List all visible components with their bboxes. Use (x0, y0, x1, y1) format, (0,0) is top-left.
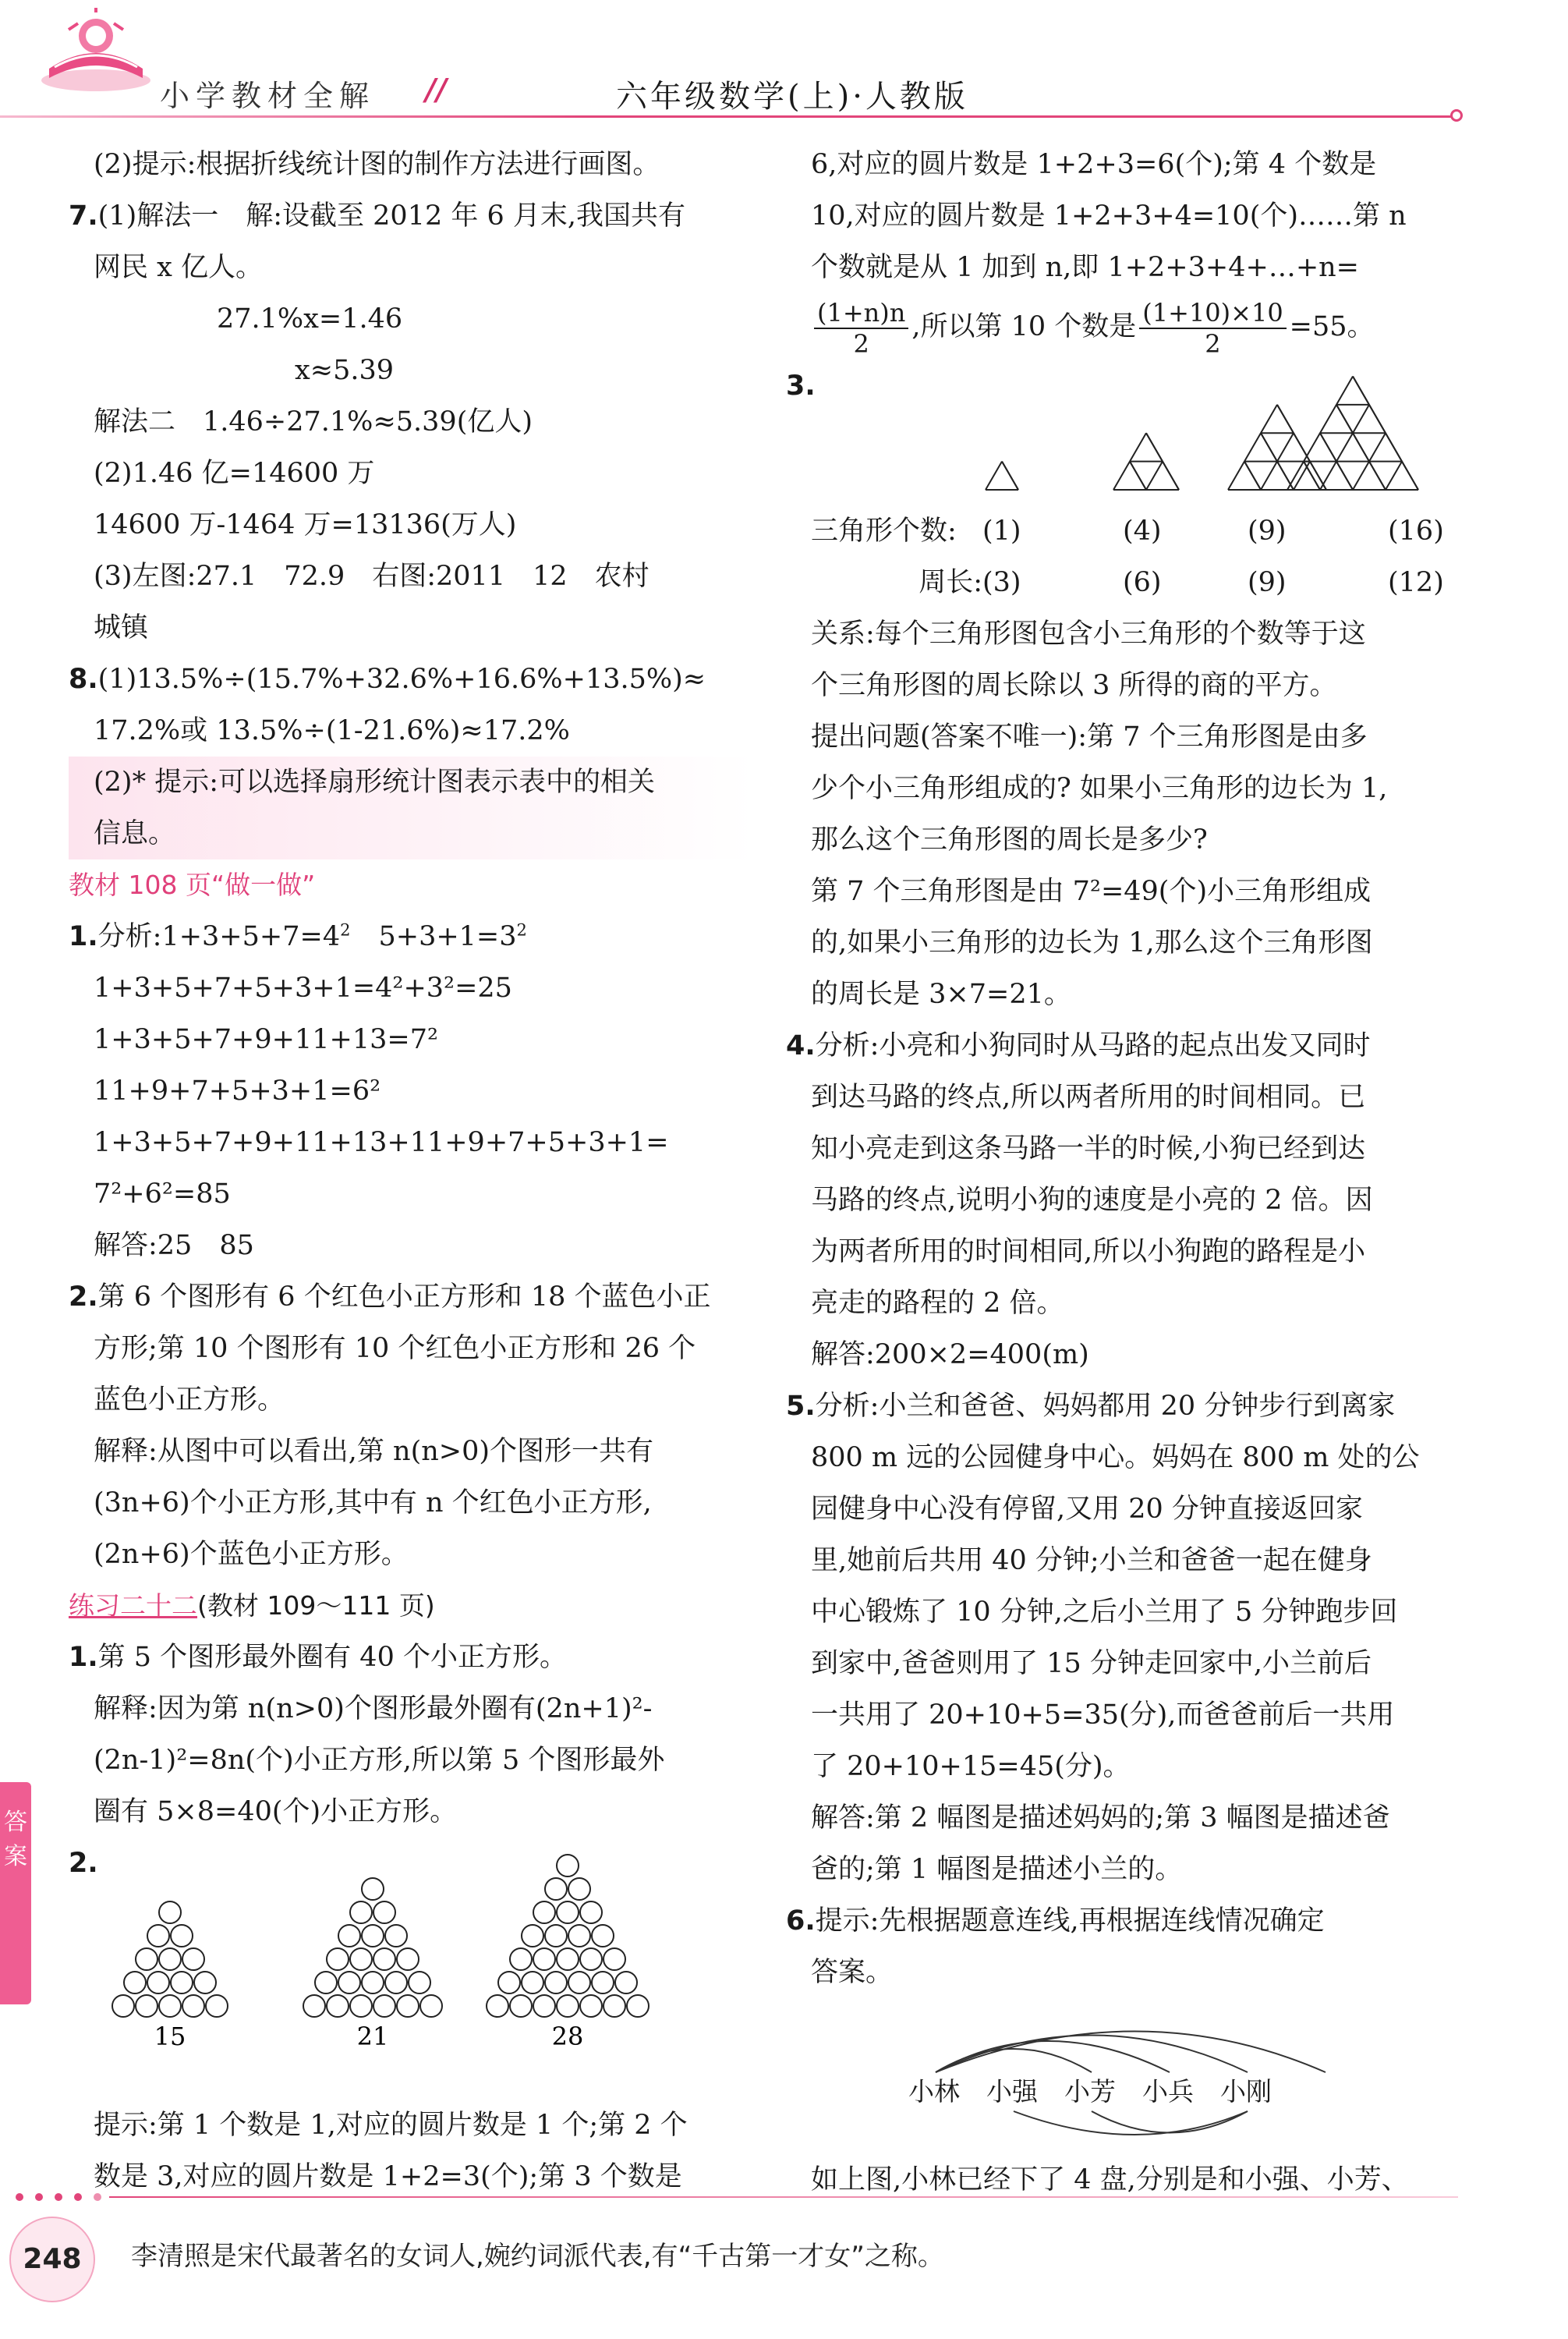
superscript: 2 (340, 920, 351, 940)
text-line: 5+3+1=3 (378, 921, 517, 952)
text-line: (2)提示:根据折线统计图的制作方法进行画图。 (94, 149, 660, 180)
disc (533, 1948, 555, 1970)
disc (522, 1925, 543, 1947)
figure-label: 21 (356, 2022, 389, 2051)
disc (338, 1972, 360, 1993)
disc (327, 1995, 349, 2017)
right-column (786, 139, 1458, 2195)
disc (350, 1901, 372, 1923)
disc (510, 1995, 532, 2017)
disc (487, 1995, 508, 2017)
text-line: 1+3+5+7+5+3+1=4²+3²=25 (94, 973, 512, 1004)
text-line: (2)* 提示:可以选择扇形统计图表示表中的相关 (69, 757, 755, 808)
text-line: 中心锻炼了 10 分钟,之后小兰用了 5 分钟跑步回 (811, 1597, 1398, 1628)
disc (171, 1925, 193, 1947)
series-title: 小学教材全解 (160, 79, 376, 113)
question-number: 3. (786, 370, 816, 402)
text-line: (3n+6)个小正方形,其中有 n 个红色小正方形, (94, 1487, 652, 1519)
name-label: 小林 (908, 2076, 960, 2107)
disc (592, 1925, 614, 1947)
disc (522, 1972, 543, 1993)
header-rule-dot (1450, 109, 1463, 122)
disc (557, 1995, 579, 2017)
text-line: 马路的终点,说明小狗的速度是小亮的 2 倍。因 (811, 1185, 1373, 1216)
footer-note: 李清照是宋代最著名的女词人,婉约词派代表,有“千古第一才女”之称。 (131, 2241, 944, 2272)
text-line: (2n-1)²=8n(个)小正方形,所以第 5 个图形最外 (94, 1745, 665, 1776)
disc (580, 1995, 602, 2017)
left-column (69, 139, 755, 2192)
formula-line: $\frac{(1+n)n}{2}$ ,所以第 10 个数是 $\frac{(1+10)\times 10}{2}$ =55。 (811, 293, 1458, 360)
disc (603, 1995, 625, 2017)
disc (568, 1925, 590, 1947)
disc (373, 1948, 395, 1970)
disc (627, 1995, 649, 2017)
text-line: 了 20+10+15=45(分)。 (811, 1751, 1131, 1782)
disc (409, 1972, 430, 1993)
text-line: 1+3+5+7+9+11+13+11+9+7+5+3+1= (94, 1127, 669, 1158)
triangle-edge (1002, 462, 1018, 490)
text-line: 的周长是 3×7=21。 (811, 979, 1071, 1010)
text-line: 14600 万-1464 万=13136(万人) (94, 509, 517, 540)
exercise-title: 练习二十二 (69, 1590, 197, 1621)
triangle-edge (1386, 462, 1402, 490)
text-line: 第 6 个图形有 6 个红色小正方形和 18 个蓝色小正 (97, 1281, 711, 1313)
disc (580, 1901, 602, 1923)
disc (362, 1878, 384, 1900)
disc (350, 1948, 372, 1970)
text-line: 7²+6²=85 (94, 1178, 231, 1210)
text-line: 解释:从图中可以看出,第 n(n>0)个图形一共有 (94, 1436, 654, 1467)
disc (136, 1948, 158, 1970)
name-label: 小刚 (1220, 2076, 1272, 2107)
text-line: (1)解法一 解:设截至 2012 年 6 月末,我国共有 (97, 200, 685, 232)
text-line: 的,如果小三角形的边长为 1,那么这个三角形图 (811, 927, 1373, 959)
text-line: 到达马路的终点,所以两者所用的时间相同。已 (811, 1082, 1366, 1113)
exercise-pages: (教材 109～111 页) (197, 1590, 435, 1621)
disc (159, 1901, 181, 1923)
text-line: 17.2%或 13.5%÷(1-21.6%)≈17.2% (94, 715, 570, 746)
disc (397, 1948, 419, 1970)
circle-triangle-figures (69, 1889, 755, 2100)
text-line: 解答:25 85 (94, 1230, 254, 1261)
section-heading: 教材 108 页“做一做” (69, 870, 316, 900)
triangle-count-label: 三角形个数: (811, 516, 957, 547)
disc (159, 1995, 181, 2017)
disc (350, 1995, 372, 2017)
disc (182, 1948, 204, 1970)
disc (182, 1995, 204, 2017)
question-number: 1. (69, 921, 98, 952)
disc (510, 1948, 532, 1970)
disc (533, 1901, 555, 1923)
footer-dotted-rule (0, 2192, 1458, 2203)
disc (557, 1901, 579, 1923)
text-line: 个三角形图的周长除以 3 所得的商的平方。 (811, 670, 1337, 701)
disc (580, 1948, 602, 1970)
disc (303, 1995, 325, 2017)
text-line: 亮走的路程的 2 倍。 (811, 1288, 1064, 1319)
text-line: 园健身中心没有停留,又用 20 分钟直接返回家 (811, 1494, 1363, 1525)
name-label: 小芳 (1064, 2076, 1116, 2107)
text-line: 个数就是从 1 加到 n,即 1+2+3+4+…+n= (811, 252, 1360, 283)
disc (385, 1972, 407, 1993)
text-line: (1)13.5%÷(15.7%+32.6%+16.6%+13.5%)≈ (97, 664, 706, 695)
text-line: 解答:200×2=400(m) (811, 1339, 1089, 1370)
disc (194, 1972, 216, 1993)
text-line: 答案。 (811, 1957, 894, 1988)
book-logo-icon (37, 6, 154, 100)
text-line: 如上图,小林已经下了 4 盘,分别是和小强、小芳、 (811, 2164, 1409, 2195)
disc (206, 1995, 228, 2017)
text-line: 圈有 5×8=40(个)小正方形。 (94, 1796, 458, 1827)
question-number: 1. (69, 1642, 98, 1673)
name-label: 小兵 (1142, 2076, 1194, 2107)
triangle-perimeter-row: 周长:(3) (6) (9) (12) (811, 557, 1458, 608)
equation-line: 27.1%x=1.46 (217, 303, 403, 335)
disc (362, 1972, 384, 1993)
disc (373, 1995, 395, 2017)
question-number: 8. (69, 664, 98, 695)
fraction: $\frac{(1+n)n}{2}$ (814, 298, 908, 359)
disc (136, 1995, 158, 2017)
page-header (0, 0, 1568, 136)
disc (420, 1995, 442, 2017)
text-line: 分析:小兰和爸爸、妈妈都用 20 分钟步行到离家 (815, 1391, 1396, 1422)
disc (533, 1995, 555, 2017)
text-line: 1+3+5+7+9+11+13=7² (94, 1024, 438, 1055)
text-line: 6,对应的圆片数是 1+2+3=6(个);第 4 个数是 (811, 149, 1377, 180)
text-line: 解答:第 2 幅图是描述妈妈的;第 3 幅图是描述爸 (811, 1802, 1390, 1834)
equation-line: x≈5.39 (295, 355, 394, 386)
text-line: 方形;第 10 个图形有 10 个红色小正方形和 26 个 (94, 1333, 696, 1364)
disc (498, 1972, 520, 1993)
disc (171, 1972, 193, 1993)
triangle-grids-diagram (811, 357, 1458, 498)
fraction: $\frac{(1+10)\times 10}{2}$ (1139, 298, 1286, 359)
disc (373, 1901, 395, 1923)
figure-label: 28 (551, 2022, 584, 2051)
player-names (908, 2072, 1298, 2111)
triangle-edge (1146, 462, 1163, 490)
disc (557, 1948, 579, 1970)
question-number: 7. (69, 200, 98, 232)
text-line: 分析:小亮和小狗同时从马路的起点出发又同时 (815, 1030, 1371, 1061)
text-line: 分析:1+3+5+7=4 (97, 921, 341, 952)
text-line: 少个小三角形组成的? 如果小三角形的边长为 1, (811, 773, 1388, 804)
disc (327, 1948, 349, 1970)
perimeter-label: 周长: (919, 567, 982, 598)
name-label: 小强 (986, 2076, 1038, 2107)
text-line: 关系:每个三角形图包含小三角形的个数等于这 (811, 618, 1366, 650)
disc (568, 1972, 590, 1993)
question-number: 5. (786, 1391, 816, 1422)
disc (568, 1878, 590, 1900)
text-line: 解释:因为第 n(n>0)个图形最外圈有(2n+1)²- (94, 1693, 653, 1724)
text-line: 那么这个三角形图的周长是多少? (811, 824, 1208, 856)
text-line: 11+9+7+5+3+1=6² (94, 1076, 381, 1107)
text-line: 第 5 个图形最外圈有 40 个小正方形。 (97, 1642, 567, 1673)
triangle-figures (811, 412, 1458, 505)
page-number: 248 (9, 2217, 95, 2302)
title-slash-decoration: // (425, 72, 447, 107)
disc (545, 1878, 567, 1900)
section-heading (69, 1580, 755, 1632)
text-line: 城镇 (94, 612, 149, 643)
triangle-count-row: 三角形个数: (1) (4) (9) (16) (811, 505, 1458, 557)
text-line: 提示:第 1 个数是 1,对应的圆片数是 1 个;第 2 个 (94, 2110, 688, 2141)
disc (112, 1995, 134, 2017)
text-line: 解法二 1.46÷27.1%≈5.39(亿人) (94, 406, 533, 438)
disc (592, 1972, 614, 1993)
text-line: 里,她前后共用 40 分钟;小兰和爸爸一起在健身 (811, 1545, 1372, 1576)
text-line: 第 7 个三角形图是由 7²=49(个)小三角形组成 (811, 876, 1372, 907)
text-line: (2n+6)个蓝色小正方形。 (94, 1539, 409, 1570)
text-line: 到家中,爸爸则用了 15 分钟走回家中,小兰前后 (811, 1648, 1372, 1679)
text-line: 10,对应的圆片数是 1+2+3+4=10(个)……第 n (811, 200, 1407, 232)
question-number: 6. (786, 1905, 816, 1937)
text-line: 提示:先根据题意连线,再根据连线情况确定 (815, 1905, 1325, 1937)
header-rule (0, 115, 1458, 118)
disc (159, 1948, 181, 1970)
book-subtitle: 六年级数学(上)·人教版 (616, 79, 968, 115)
question-number: 4. (786, 1030, 816, 1061)
text-line: 知小亮走到这条马路一半的时候,小狗已经到达 (811, 1133, 1366, 1164)
disc (124, 1972, 146, 1993)
text-line: 数是 3,对应的圆片数是 1+2=3(个);第 3 个数是 (94, 2161, 682, 2192)
text-line: 信息。 (69, 808, 755, 859)
disc (603, 1948, 625, 1970)
text-line: 一共用了 20+10+5=35(分),而爸爸前后一共用 (811, 1699, 1395, 1731)
text-line: 提出问题(答案不唯一):第 7 个三角形图是由多 (811, 721, 1368, 753)
disc (397, 1995, 419, 2017)
disc (545, 1925, 567, 1947)
text-line: 蓝色小正方形。 (94, 1384, 285, 1416)
answer-side-tab: 答案 (0, 1782, 31, 2004)
triangle-edge (986, 462, 1002, 490)
text-line: 为两者所用的时间相同,所以小狗跑的路程是小 (811, 1236, 1366, 1267)
disc (338, 1925, 360, 1947)
circle-pyramids-diagram (69, 1842, 708, 2053)
text-line: (2)1.46 亿=14600 万 (94, 458, 375, 489)
disc (615, 1972, 637, 1993)
superscript: 2 (516, 920, 527, 940)
question-number: 2. (69, 1281, 98, 1313)
disc (557, 1855, 579, 1877)
triangle-edge (1130, 462, 1146, 490)
question-number: 2. (69, 1848, 98, 1879)
disc (362, 1925, 384, 1947)
text-line: 爸的;第 1 幅图是描述小兰的。 (811, 1854, 1183, 1885)
disc (147, 1972, 169, 1993)
figure-label: 15 (154, 2022, 186, 2051)
disc (385, 1925, 407, 1947)
text-line: 800 m 远的公园健身中心。妈妈在 800 m 处的公 (811, 1442, 1420, 1473)
text-line: (3)左图:27.1 72.9 右图:2011 12 农村 (94, 561, 649, 592)
text-line: 网民 x 亿人。 (94, 252, 263, 283)
disc (147, 1925, 169, 1947)
disc (315, 1972, 337, 1993)
triangle-edge (1244, 462, 1261, 490)
match-diagram (811, 1998, 1458, 2154)
disc (545, 1972, 567, 1993)
